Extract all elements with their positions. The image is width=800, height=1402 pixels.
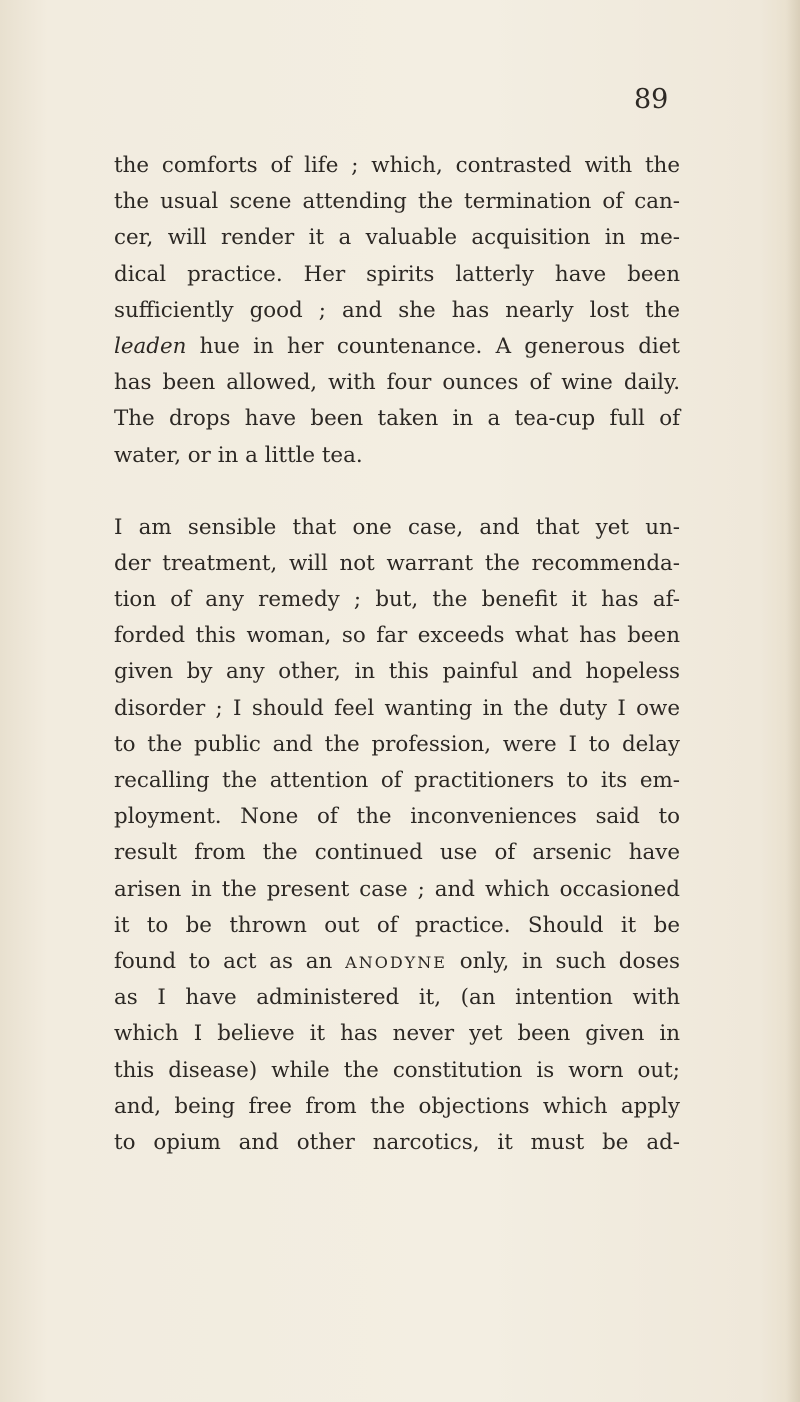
text-line: result from the continued use of arsenic have xyxy=(114,840,680,866)
text-line: dical practice. Her spirits latterly have been xyxy=(114,261,680,287)
text-line: tion of any remedy ; but, the benefit it has af- xyxy=(114,587,680,613)
text-line: found to act as an ANODYNE only, in such doses xyxy=(114,948,680,974)
text-line: the comforts of life ; which, contrasted with the xyxy=(114,153,680,178)
text-line: recalling the attention of practitioners to its em- xyxy=(114,768,680,793)
text-line: it to be thrown out of practice. Should it be xyxy=(114,912,680,938)
page-edge-shadow xyxy=(786,0,800,1402)
text-line: the usual scene attending the termination of can- xyxy=(114,189,680,215)
text-line: arisen in the present case ; and which occasioned xyxy=(114,876,680,902)
text-line: to the public and the profession, were I to delay xyxy=(114,731,680,757)
text-line: and, being free from the objections which apply xyxy=(114,1093,680,1119)
text-line: disorder ; I should feel wanting in the duty I owe xyxy=(114,695,680,721)
text-line: which I believe it has never yet been given in xyxy=(114,1021,680,1047)
text-line: as I have administered it, (an intention with xyxy=(114,985,680,1011)
text-line: der treatment, will not warrant the recommenda- xyxy=(114,550,680,576)
text-line: to opium and other narcotics, it must be ad- xyxy=(114,1129,680,1155)
text-line: sufficiently good ; and she has nearly lost the xyxy=(114,297,680,323)
text-line: leaden hue in her countenance. A generous diet xyxy=(114,333,680,359)
text-line: this disease) while the constitution is worn out; xyxy=(114,1057,680,1083)
page-number: 89 xyxy=(634,84,669,115)
body-text xyxy=(114,148,680,1161)
paragraph-gap xyxy=(114,474,680,510)
text-line: given by any other, in this painful and hopeless xyxy=(114,659,680,685)
text-line: The drops have been taken in a tea-cup full of xyxy=(114,406,680,432)
text-line: water, or in a little tea. xyxy=(114,442,363,468)
text-line: cer, will render it a valuable acquisition in me- xyxy=(114,225,680,251)
text-line: ployment. None of the inconveniences said to xyxy=(114,804,680,830)
text-line: has been allowed, with four ounces of wine daily. xyxy=(114,370,680,396)
text-line: I am sensible that one case, and that yet un- xyxy=(114,514,680,540)
text-line: forded this woman, so far exceeds what has been xyxy=(114,623,680,649)
